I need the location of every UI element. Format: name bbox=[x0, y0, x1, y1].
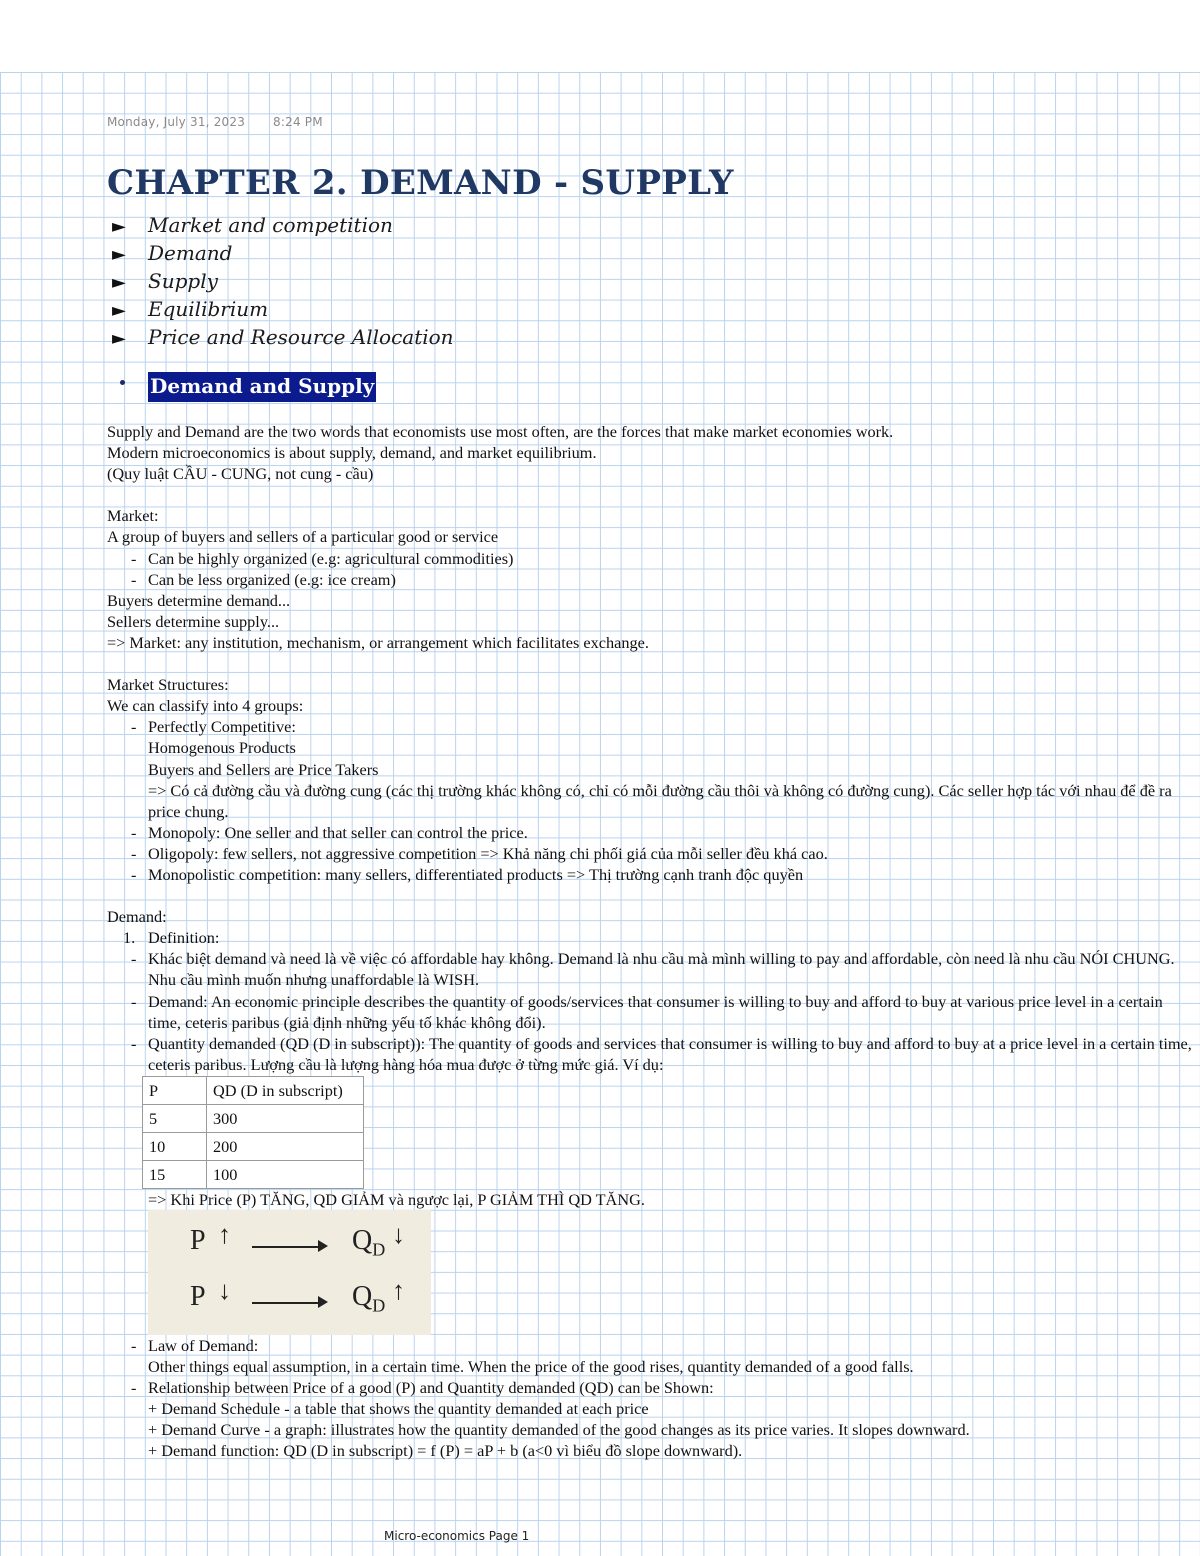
quantity-symbol: $Q_D$ bbox=[352, 1225, 386, 1260]
list-item-detail: + Demand Schedule - a table that shows the quantity demanded at each price bbox=[148, 1399, 649, 1419]
topic-label: Market and competition bbox=[148, 213, 393, 237]
list-item-detail: => Có cả đường cầu và đường cung (các thị trường khác không có, chỉ có mỗi đường cầu thôi và không có đường cung). Các seller hợp tác với nhau để đề ra price chung. bbox=[148, 780, 1172, 821]
market-heading: Market: bbox=[107, 506, 159, 526]
page-title: CHAPTER 2. DEMAND - SUPPLY bbox=[107, 163, 734, 203]
demand-schedule-table bbox=[142, 1076, 364, 1189]
market-buyers: Buyers determine demand... bbox=[107, 590, 291, 610]
topic-item bbox=[112, 295, 454, 323]
market-definition: A group of buyers and sellers of a particular good or service bbox=[107, 527, 499, 547]
table-conclusion: => Khi Price (P) TĂNG, QD GIẢM và ngược lại, P GIẢM THÌ QD TĂNG. bbox=[148, 1189, 645, 1209]
triangle-bullet-icon: ► bbox=[112, 272, 126, 293]
list-item: - Perfectly Competitive: bbox=[107, 716, 1197, 737]
table-cell: 300 bbox=[207, 1104, 364, 1132]
list-item: - Monopolistic competition: many sellers, differentiated products => Thị trường cạnh tranh độc quyền bbox=[107, 864, 1197, 885]
triangle-bullet-icon: ► bbox=[112, 244, 126, 265]
triangle-bullet-icon: ► bbox=[112, 216, 126, 237]
dot-bullet-icon bbox=[120, 380, 125, 385]
list-item: - Oligopoly: few sellers, not aggressive competition => Khả năng chi phối giá của mỗi seller đều khá cao. bbox=[107, 843, 1197, 864]
intro-line: (Quy luật CẦU - CUNG, not cung - cầu) bbox=[107, 464, 374, 484]
right-arrow-icon bbox=[252, 1302, 322, 1304]
down-arrow-icon: ↓ bbox=[392, 1220, 405, 1249]
section-heading: Demand and Supply bbox=[148, 372, 376, 402]
intro-line: Supply and Demand are the two words that economists use most often, are the forces that make market economies work. bbox=[107, 422, 894, 441]
topic-item bbox=[112, 267, 454, 295]
blank-line bbox=[107, 885, 1197, 906]
page-top-margin bbox=[0, 0, 1200, 72]
note-body[interactable] bbox=[107, 421, 1197, 1462]
table-row bbox=[143, 1132, 364, 1160]
up-arrow-icon: ↑ bbox=[218, 1220, 231, 1249]
structures-heading: Market Structures: bbox=[107, 675, 229, 695]
table-cell: 15 bbox=[143, 1160, 207, 1188]
list-item: - Law of Demand: bbox=[107, 1335, 1197, 1356]
list-item-detail: + Demand function: QD (D in subscript) = f (P) = aP + b (a<0 vì biểu đồ slope downward). bbox=[148, 1441, 743, 1461]
table-header-cell: QD (D in subscript) bbox=[207, 1076, 364, 1104]
note-time: 8:24 PM bbox=[273, 115, 323, 129]
diagram-row-price-up bbox=[190, 1220, 420, 1270]
table-row bbox=[143, 1160, 364, 1188]
table-cell: 10 bbox=[143, 1132, 207, 1160]
list-item: - Demand: An economic principle describes the quantity of goods/services that consumer is willing to buy and afford to buy at various price level in a certain time, ceteris paribus (giả định những yếu tố khác không đổi). bbox=[107, 991, 1197, 1033]
quantity-symbol: $Q_D$ bbox=[352, 1281, 386, 1316]
list-item: - Monopoly: One seller and that seller can control the price. bbox=[107, 822, 1197, 843]
topic-label: Supply bbox=[148, 269, 218, 293]
down-arrow-icon: ↓ bbox=[218, 1276, 231, 1305]
page-footer: Micro-economics Page 1 bbox=[384, 1529, 530, 1543]
price-symbol: P bbox=[190, 1225, 206, 1256]
market-conclusion: => Market: any institution, mechanism, or arrangement which facilitates exchange. bbox=[107, 632, 649, 652]
table-cell: 5 bbox=[143, 1104, 207, 1132]
topic-item bbox=[112, 239, 454, 267]
numbered-item bbox=[107, 927, 1197, 948]
topic-item bbox=[112, 323, 454, 351]
list-item-detail: Buyers and Sellers are Price Takers bbox=[148, 759, 379, 779]
table-row bbox=[143, 1104, 364, 1132]
intro-line: Modern microeconomics is about supply, demand, and market equilibrium. bbox=[107, 443, 597, 463]
demand-heading: Demand: bbox=[107, 907, 167, 927]
list-item: - Khác biệt demand và need là về việc có affordable hay không. Demand là nhu cầu mà mình willing to pay and affordable, còn need là nhu cầu NÓI CHUNG. Nhu cầu mình muốn nhưng unaffordable là WISH. bbox=[107, 948, 1197, 990]
triangle-bullet-icon: ► bbox=[112, 300, 126, 321]
price-symbol: P bbox=[190, 1281, 206, 1312]
list-item-detail: Homogenous Products bbox=[148, 738, 296, 758]
item-label: Definition: bbox=[148, 928, 220, 948]
arrow-head bbox=[318, 1240, 328, 1252]
up-arrow-icon: ↑ bbox=[392, 1276, 405, 1305]
topic-item bbox=[112, 211, 454, 239]
triangle-bullet-icon: ► bbox=[112, 328, 126, 349]
list-item: - Quantity demanded (QD (D in subscript)): The quantity of goods and services that consumer is willing to buy and afford to buy at a price level in a certain time, ceteris paribus. Lượng cầu là lượng hàng hóa mua được ở từng mức giá. Ví dụ: bbox=[107, 1033, 1197, 1075]
topic-list bbox=[112, 211, 454, 351]
blank-line bbox=[107, 484, 1197, 505]
market-sellers: Sellers determine supply... bbox=[107, 611, 280, 631]
note-date: Monday, July 31, 2023 bbox=[107, 115, 246, 129]
note-timestamp bbox=[107, 115, 323, 129]
list-item: - Relationship between Price of a good (P) and Quantity demanded (QD) can be Shown: bbox=[107, 1377, 1197, 1398]
table-cell: 100 bbox=[207, 1160, 364, 1188]
structures-intro: We can classify into 4 groups: bbox=[107, 696, 304, 716]
list-item: - Can be highly organized (e.g: agricultural commodities) bbox=[107, 548, 1197, 569]
table-header-cell: P bbox=[143, 1076, 207, 1104]
price-quantity-diagram bbox=[148, 1210, 431, 1335]
right-arrow-icon bbox=[252, 1246, 322, 1248]
list-item-detail: Other things equal assumption, in a certain time. When the price of the good rises, quantity demanded of a good falls. bbox=[148, 1357, 914, 1377]
list-item-detail: + Demand Curve - a graph: illustrates how the quantity demanded of the good changes as its price varies. It slopes downward. bbox=[148, 1420, 970, 1440]
table-cell: 200 bbox=[207, 1132, 364, 1160]
table-header-row bbox=[143, 1076, 364, 1104]
diagram-row-price-down bbox=[190, 1276, 420, 1326]
topic-label: Equilibrium bbox=[148, 297, 269, 321]
list-item: - Can be less organized (e.g: ice cream) bbox=[107, 569, 1197, 590]
topic-label: Demand bbox=[148, 241, 233, 265]
topic-label: Price and Resource Allocation bbox=[148, 325, 454, 349]
arrow-head bbox=[318, 1296, 328, 1308]
blank-line bbox=[107, 653, 1197, 674]
item-number: 1. bbox=[123, 928, 136, 948]
